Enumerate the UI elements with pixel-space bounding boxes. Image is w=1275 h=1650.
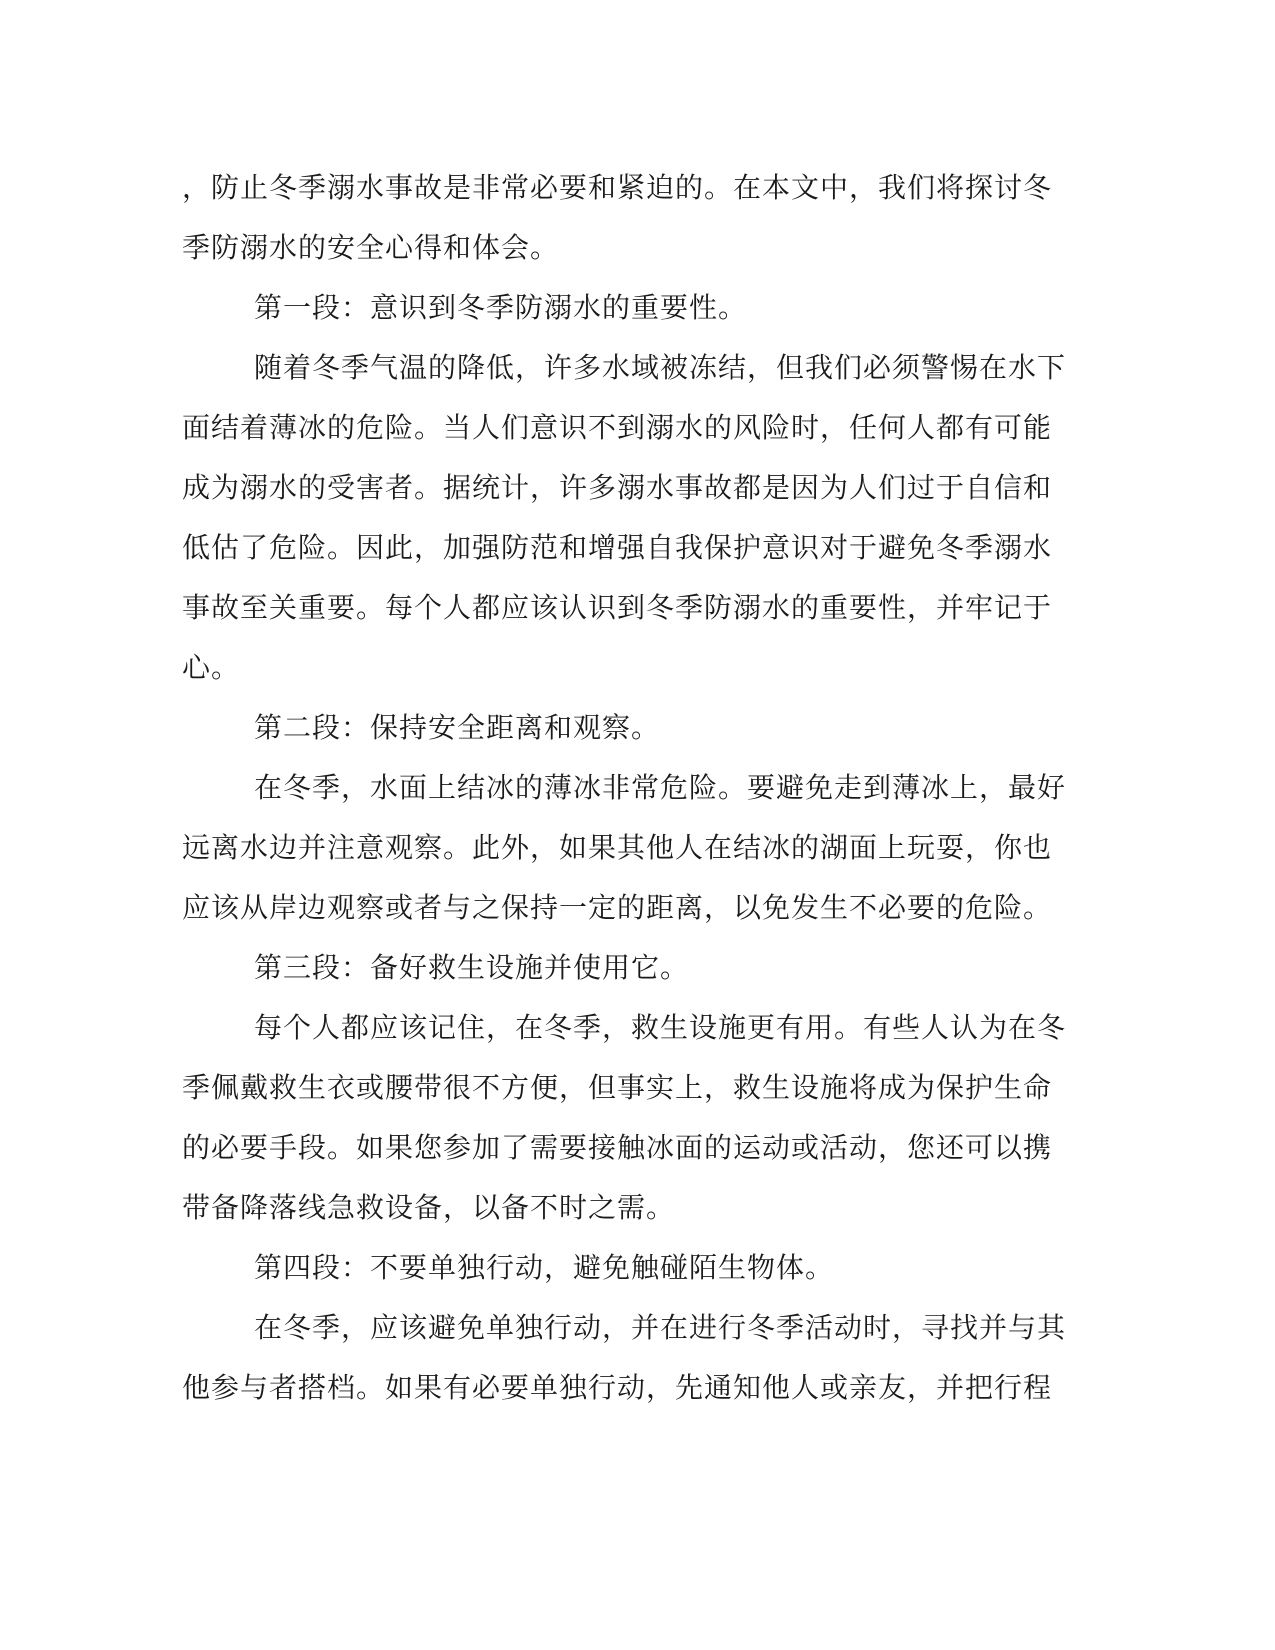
text-line: 成为溺水的受害者。据统计，许多溺水事故都是因为人们过于自信和	[182, 471, 1053, 504]
section-heading: 第三段：备好救生设施并使用它。	[254, 951, 690, 984]
text-line: 带备降落线急救设备，以备不时之需。	[182, 1191, 676, 1224]
text-line: 事故至关重要。每个人都应该认识到冬季防溺水的重要性，并牢记于	[182, 591, 1053, 624]
section-heading: 第二段：保持安全距离和观察。	[254, 711, 661, 744]
text-line: 面结着薄冰的危险。当人们意识不到溺水的风险时，任何人都有可能	[182, 411, 1053, 444]
text-line: 低估了危险。因此，加强防范和增强自我保护意识对于避免冬季溺水	[182, 531, 1053, 564]
text-line: ，防止冬季溺水事故是非常必要和紧迫的。在本文中，我们将探讨冬	[182, 171, 1053, 204]
text-line: 随着冬季气温的降低，许多水域被冻结，但我们必须警惕在水下	[254, 351, 1067, 384]
text-line: 应该从岸边观察或者与之保持一定的距离，以免发生不必要的危险。	[182, 891, 1053, 924]
text-line: 的必要手段。如果您参加了需要接触冰面的运动或活动，您还可以携	[182, 1131, 1053, 1164]
text-line: 在冬季，应该避免单独行动，并在进行冬季活动时，寻找并与其	[254, 1311, 1067, 1344]
text-line: 远离水边并注意观察。此外，如果其他人在结冰的湖面上玩耍，你也	[182, 831, 1053, 864]
text-line: 季佩戴救生衣或腰带很不方便，但事实上，救生设施将成为保护生命	[182, 1071, 1053, 1104]
document-body	[182, 158, 1067, 1418]
text-line: 心。	[182, 651, 241, 684]
text-line: 在冬季，水面上结冰的薄冰非常危险。要避免走到薄冰上，最好	[254, 771, 1067, 804]
text-line: 他参与者搭档。如果有必要单独行动，先通知他人或亲友，并把行程	[182, 1371, 1053, 1404]
section-heading: 第四段：不要单独行动，避免触碰陌生物体。	[254, 1251, 835, 1284]
text-line: 每个人都应该记住，在冬季，救生设施更有用。有些人认为在冬	[254, 1011, 1067, 1044]
section-heading: 第一段：意识到冬季防溺水的重要性。	[254, 291, 748, 324]
text-line: 季防溺水的安全心得和体会。	[182, 231, 560, 264]
